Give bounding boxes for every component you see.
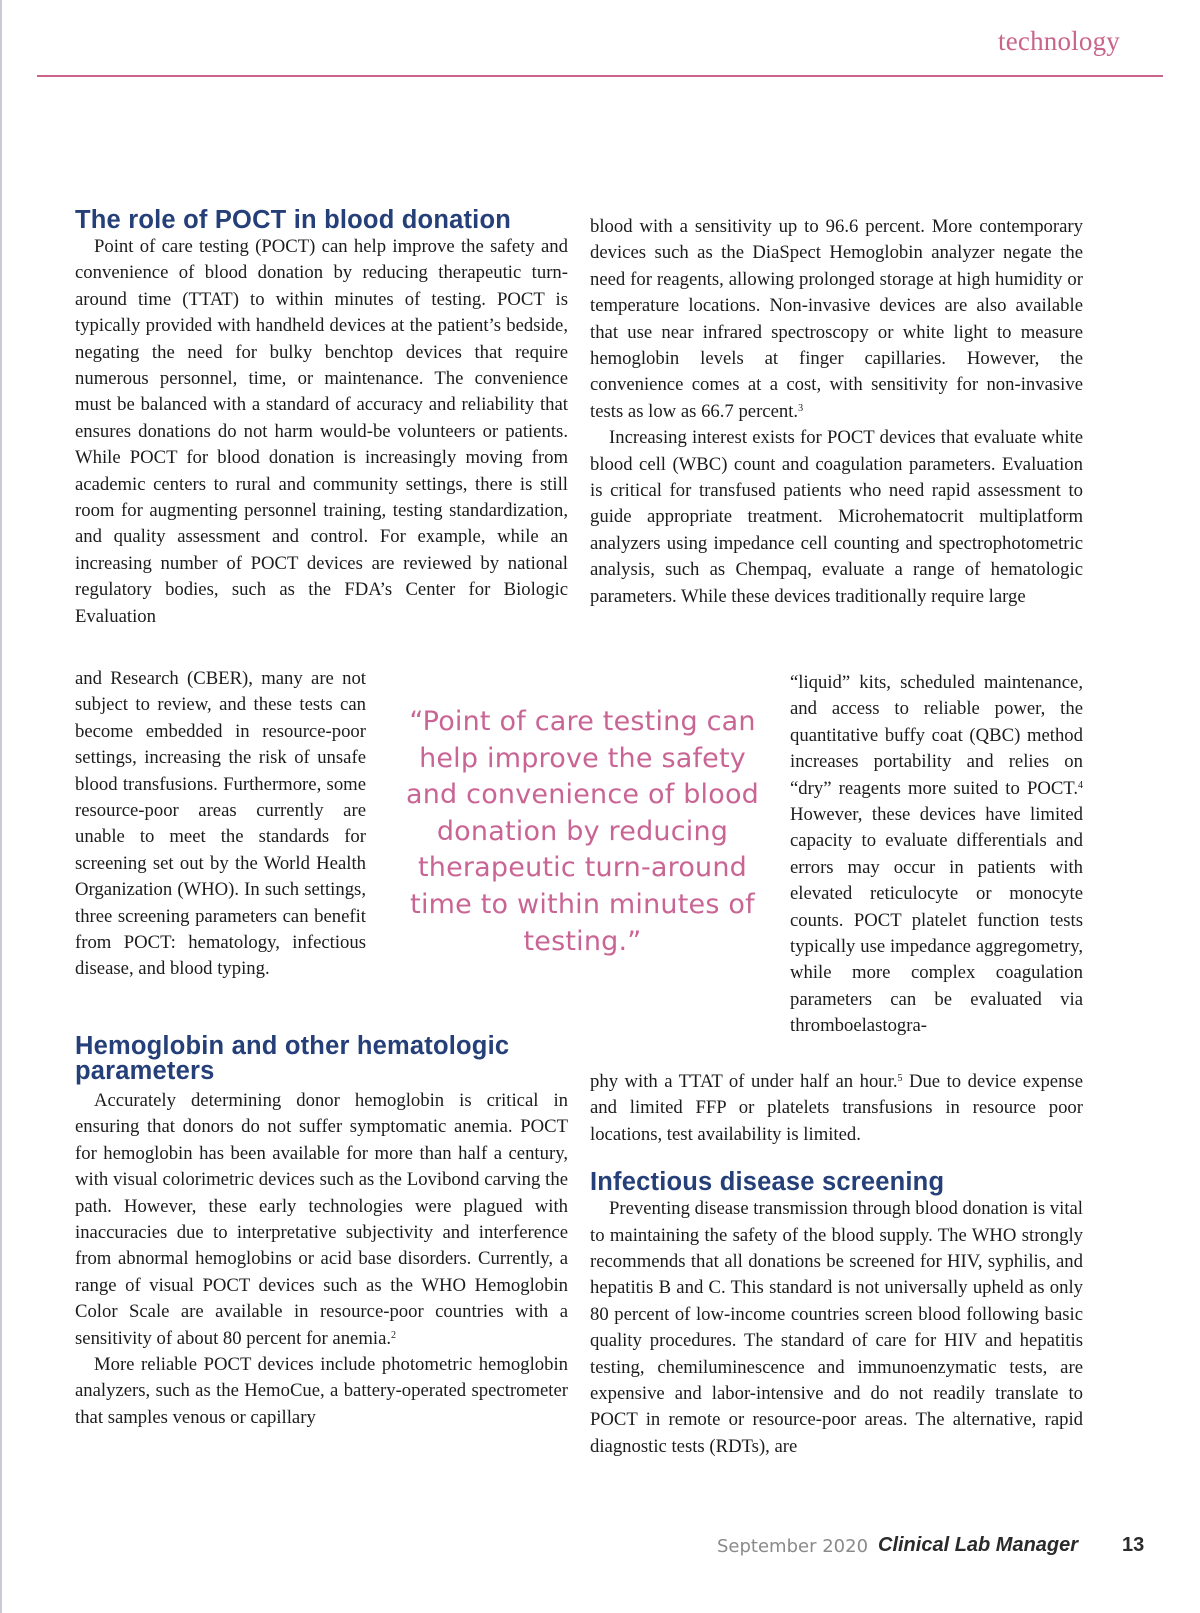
paragraph-wbc-wide: Increasing interest exists for POCT devices that evaluate white blood cell (WBC) count and coagulation parameters. Evaluation is critical for transfused patients who need rapid assessment to guide appropriate treatment. Microhematocrit multiplatform analyzers using impedance cell counting and spectrophotometric analysis, such as Chempaq, evaluate a range of hematologic parameters. While these devices traditionally require large: [590, 427, 1083, 607]
reference-5: 5: [897, 1073, 903, 1084]
heading-infectious-disease: Infectious disease screening: [590, 1168, 945, 1197]
reference-4: 4: [1078, 779, 1083, 791]
right-column-narrow: [790, 670, 1083, 1040]
paragraph-wbc-narrow: [790, 670, 1083, 1040]
paragraph-wbc-end-text-b: Due to device expense and limited FFP or platelets transfusions in resource poor locations, test availability is limited.: [590, 1071, 1083, 1145]
paragraph-wbc-end-text-a: phy with a TTAT of under half an hour.: [590, 1071, 898, 1092]
paragraph-role-wide: Point of care testing (POCT) can help improve the safety and convenience of blood donation by reducing therapeutic turn-around time (TTAT) to within minutes of testing. POCT is typically provided with handheld devices at the patient’s bedside, negating the need for bulky benchtop devices that require numerous personnel, time, or maintenance. The convenience must be balanced with a standard of accuracy and reliability that ensures donations do not harm would-be volunteers or patients. While POCT for blood donation is increasingly moving from academic centers to rural and community settings, there is still room for augmenting personnel training, testing standardization, and quality assessment and control. For example, while an increasing number of POCT devices are reviewed by national regulatory bodies, such as the FDA’s Center for Biologic Evaluation: [75, 236, 568, 627]
paragraph-wbc-narrow-text-b: However, these devices have limited capacity to evaluate differentials and errors may occur in patients with elevated reticulocyte or monocyte counts. POCT platelet function tests typically use impedance aggregometry, while more complex coagulation parameters can be evaluated via thromboelastogra-: [790, 804, 1083, 1037]
heading-hemoglobin: Hemoglobin and other hematologic parameters: [75, 1032, 510, 1085]
paragraph-hemoglobin-continued-text: blood with a sensitivity up to 96.6 percent. More contemporary devices such as the DiaSpect Hemoglobin analyzer negate the need for reagents, allowing prolonged storage at high humidity or temperature locations. Non-invasive devices are also available that use near infrared spectroscopy or white light to measure hemoglobin levels at finger capillaries. However, the convenience comes at a cost, with sensitivity for non-invasive tests as low as 66.7 percent.: [590, 216, 1083, 422]
paragraph-wbc-end: [590, 1069, 1083, 1148]
footer-magazine-name: Clinical Lab Manager: [878, 1534, 1079, 1556]
heading-role-of-poct: The role of POCT in blood donation: [75, 206, 512, 234]
paragraph-hemoglobin-continued: [590, 214, 1083, 425]
paragraph-hemoglobin-1: [75, 1088, 568, 1352]
left-column-top: [75, 208, 568, 630]
paragraph-wbc-narrow-text-a: “liquid” kits, scheduled maintenance, and access to reliable power, the quantitative buffy coat (QBC) method increases portability and relies on “dry” reagents more suited to POCT.: [790, 672, 1083, 799]
left-column-narrow: [75, 666, 366, 983]
paragraph-role-narrow: and Research (CBER), many are not subject to review, and these tests can become embedded in resource-poor settings, increasing the risk of unsafe blood transfusions. Furthermore, some resource-poor areas currently are unable to meet the standards for screening set out by the World Health Organization (WHO). In such settings, three screening parameters can benefit from POCT: hematology, infectious disease, and blood typing.: [75, 668, 366, 980]
pull-quote: “Point of care testing can help improve the safety and convenience of blood donation by reducing therapeutic turn-around time to within minutes of testing.”: [405, 706, 760, 957]
page-number: 13: [1122, 1534, 1145, 1556]
paragraph-hemoglobin-2: More reliable POCT devices include photometric hemoglobin analyzers, such as the HemoCue, a battery-operated spectrometer that samples venous or capillary: [75, 1354, 568, 1428]
left-column-bottom: [75, 1034, 568, 1431]
reference-2: 2: [391, 1329, 397, 1341]
right-column-top: [590, 214, 1083, 610]
footer-date: September 2020: [717, 1536, 869, 1557]
page-edge: [0, 0, 2, 1613]
reference-3: 3: [798, 402, 804, 414]
header-rule: [37, 75, 1163, 77]
paragraph-infectious-disease: Preventing disease transmission through blood donation is vital to maintaining the safety of the blood supply. The WHO strongly recommends that all donations be screened for HIV, syphilis, and hepatitis B and C. This standard is not universally upheld as only 80 percent of low-income countries screen blood following basic quality procedures. The standard of care for HIV and hepatitis testing, chemiluminescence and immunoenzymatic tests, are expensive and labor-intensive and do not readily translate to POCT in remote or resource-poor areas. The alternative, rapid diagnostic tests (RDTs), are: [590, 1198, 1083, 1457]
paragraph-hemoglobin-1-text: Accurately determining donor hemoglobin is critical in ensuring that donors do not suffer symptomatic anemia. POCT for hemoglobin has been available for more than half a century, with visual colorimetric devices such as the Lovibond carving the path. However, these early technologies were plagued with inaccuracies due to interpretative subjectivity and interference from abnormal hemoglobins or acid base disorders. Currently, a range of visual POCT devices such as the WHO Hemoglobin Color Scale are available in resource-poor countries with a sensitivity of about 80 percent for anemia.: [75, 1090, 568, 1349]
right-column-bottom: [590, 1069, 1083, 1460]
section-label: technology: [998, 26, 1120, 56]
